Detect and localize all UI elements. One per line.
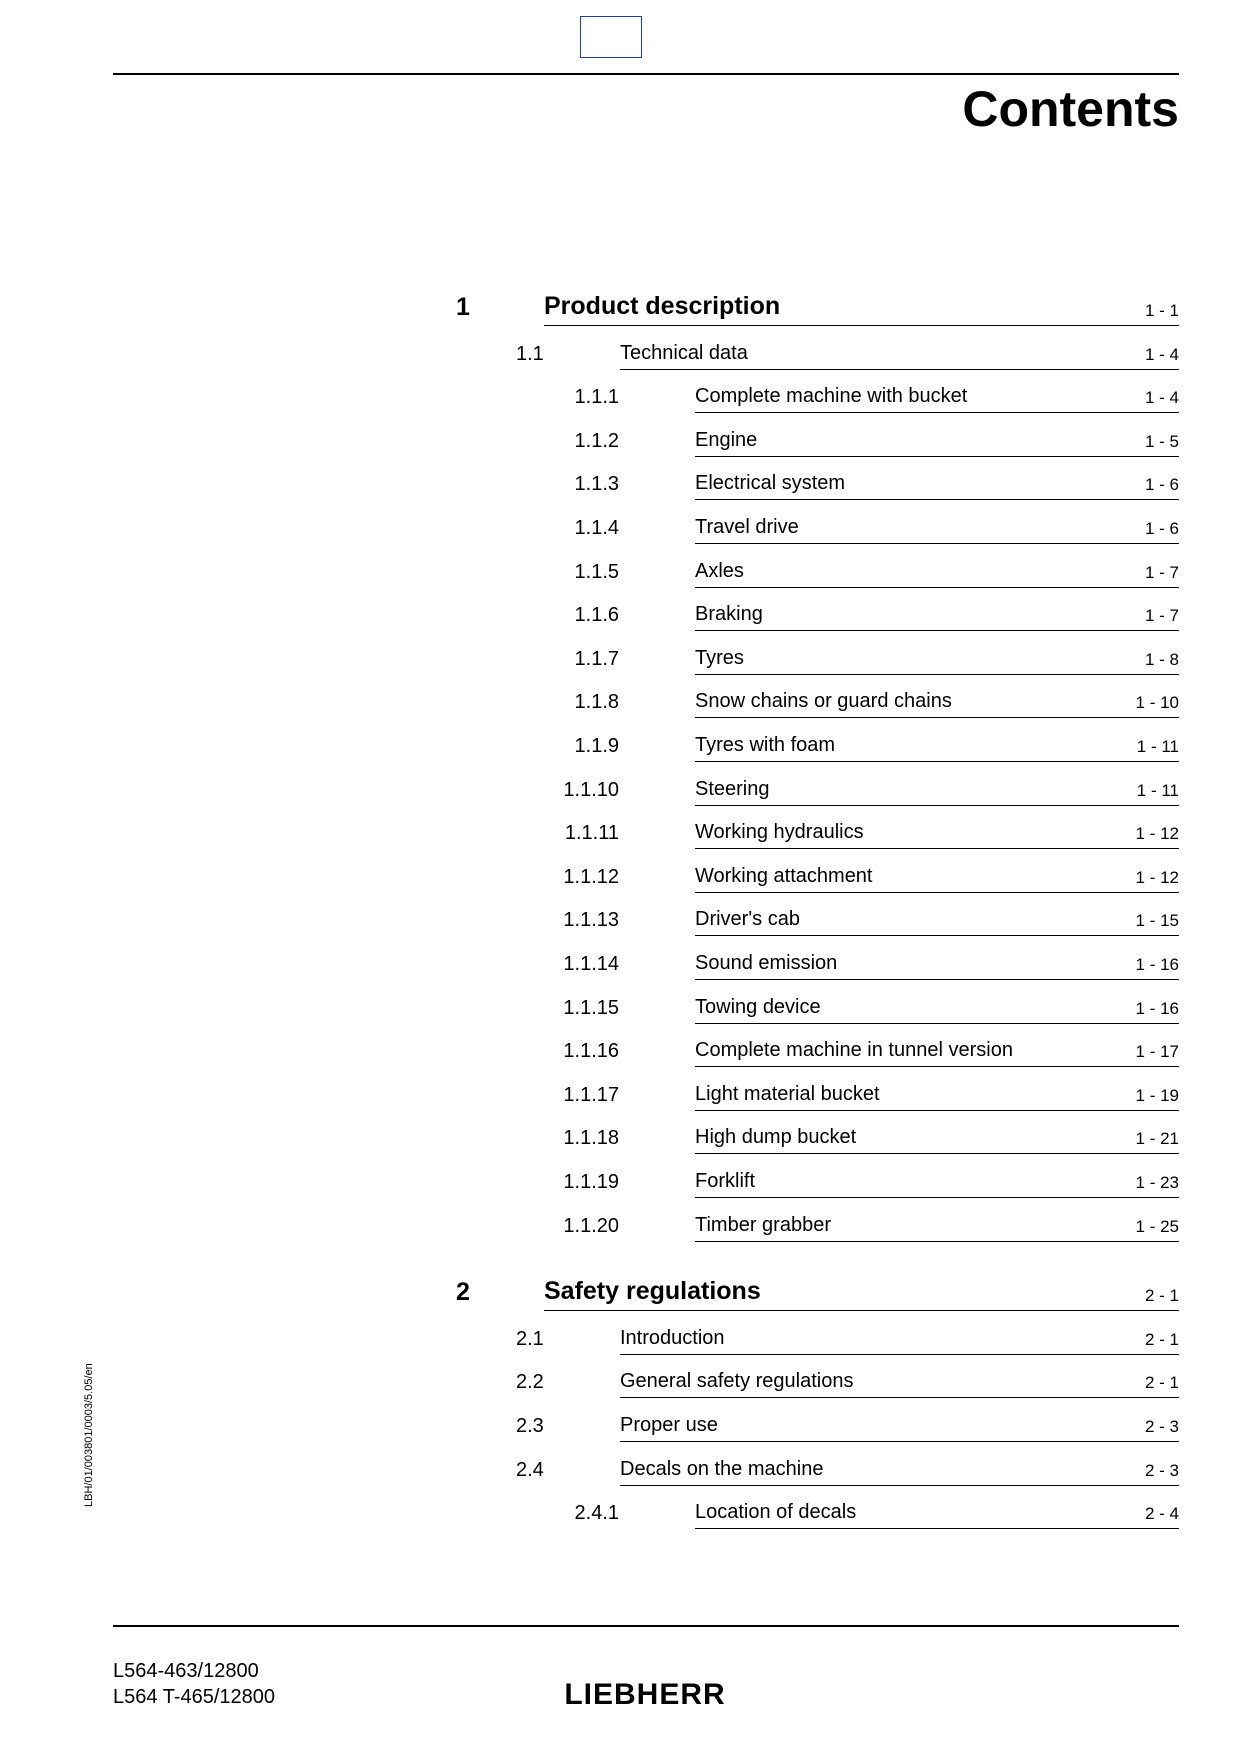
toc-entry-leader — [695, 377, 1179, 413]
toc-entry-page: 1 - 6 — [1144, 519, 1179, 538]
toc-entry-leader — [695, 988, 1179, 1024]
toc-entry[interactable] — [0, 1275, 1240, 1311]
toc-entry[interactable] — [0, 595, 1240, 631]
toc-entry-title: Tyres — [695, 646, 744, 669]
toc-entry-page: 1 - 8 — [1144, 649, 1179, 669]
toc-entry[interactable] — [0, 290, 1240, 326]
toc-entry-page: 1 - 25 — [1135, 1216, 1179, 1236]
toc-entry[interactable] — [0, 988, 1240, 1024]
toc-entry[interactable] — [0, 900, 1240, 936]
toc-entry-title: Technical data — [620, 341, 748, 364]
toc-entry[interactable] — [0, 726, 1240, 762]
logo-text: LIEBHERR — [564, 1678, 726, 1708]
toc-entry-title: Proper use — [620, 1414, 718, 1436]
toc-entry-title: Electrical system — [695, 472, 846, 495]
toc-entry-title: Engine — [695, 428, 758, 451]
toc-entry-title: Driver's cab — [695, 908, 800, 931]
toc-entry-leader — [695, 1118, 1179, 1154]
toc-entry-page: 1 - 15 — [1135, 911, 1179, 931]
toc-entry-leader — [695, 1075, 1179, 1111]
toc-entry-title: Product description — [544, 292, 781, 320]
toc-entry[interactable] — [0, 1206, 1240, 1242]
toc-entry-page: 1 - 19 — [1135, 1085, 1179, 1105]
toc-entry-page: 1 - 11 — [1136, 737, 1179, 756]
toc-entry-leader — [695, 1031, 1179, 1067]
toc-entry-number: 2 — [456, 1278, 470, 1307]
toc-entry-number: 2.4 — [516, 1458, 544, 1481]
footer-model-code: L564-463/12800 — [113, 1660, 259, 1682]
toc-entry-leader — [695, 508, 1179, 544]
toc-entry-leader — [695, 1493, 1179, 1529]
toc-entry-number: 1.1.3 — [574, 473, 619, 496]
toc-entry[interactable] — [0, 508, 1240, 544]
toc-entry-number: 1.1.15 — [563, 996, 619, 1019]
toc-entry-leader — [695, 682, 1179, 718]
toc-entry-page: 1 - 12 — [1135, 867, 1179, 887]
toc-entry-page: 2 - 1 — [1144, 1373, 1179, 1393]
toc-entry[interactable] — [0, 1075, 1240, 1111]
toc-entry-number: 1.1.18 — [563, 1127, 619, 1150]
toc-entry[interactable] — [0, 1450, 1240, 1486]
toc-entry-page: 1 - 1 — [1144, 301, 1179, 320]
toc-entry-title: Tyres with foam — [695, 734, 836, 756]
toc-entry-leader — [695, 639, 1179, 675]
footer-model-codes — [113, 1658, 275, 1710]
footer-model-code: L564 T-465/12800 — [113, 1686, 276, 1708]
toc-entry-leader — [695, 770, 1179, 806]
toc-entry-page: 2 - 1 — [1144, 1329, 1179, 1349]
toc-entry-number: 1.1.20 — [563, 1214, 619, 1237]
toc-entry-page: 1 - 10 — [1135, 693, 1179, 713]
toc-entry[interactable] — [0, 1319, 1240, 1355]
toc-entry-leader — [695, 421, 1179, 457]
toc-entry-title: Working hydraulics — [695, 821, 864, 844]
toc-entry-title: Decals on the machine — [620, 1457, 824, 1480]
toc-entry-number: 1.1.1 — [574, 386, 619, 409]
toc-entry-number: 2.4.1 — [574, 1502, 619, 1525]
toc-entry-number: 1.1.7 — [574, 647, 619, 670]
toc-entry-number: 1.1.8 — [574, 691, 619, 714]
toc-entry-title: Introduction — [620, 1326, 725, 1349]
toc-entry-leader — [620, 1319, 1179, 1355]
toc-entry[interactable] — [0, 857, 1240, 893]
toc-entry-title: Complete machine with bucket — [695, 385, 968, 408]
toc-entry-number: 2.2 — [516, 1371, 544, 1394]
toc-entry-leader — [695, 464, 1179, 500]
toc-entry[interactable] — [0, 944, 1240, 980]
footer-rule — [113, 1625, 1179, 1627]
toc-entry-title: Snow chains or guard chains — [695, 690, 952, 713]
toc-entry-page: 1 - 11 — [1136, 780, 1179, 800]
toc-entry-page: 1 - 7 — [1144, 562, 1179, 582]
toc-entry-title: Safety regulations — [544, 1277, 761, 1306]
toc-entry-title: Complete machine in tunnel version — [695, 1039, 1013, 1062]
toc-entry-title: Axles — [695, 559, 744, 582]
toc-entry-title: Steering — [695, 777, 770, 800]
toc-entry-page: 1 - 12 — [1135, 824, 1179, 844]
toc-entry-leader — [695, 595, 1179, 631]
toc-entry[interactable] — [0, 377, 1240, 413]
toc-entry[interactable] — [0, 639, 1240, 675]
toc-entry[interactable] — [0, 552, 1240, 588]
toc-entry-number: 1.1.12 — [563, 865, 619, 888]
toc-entry-page: 1 - 4 — [1144, 388, 1179, 408]
toc-entry-leader — [695, 552, 1179, 588]
toc-entry-leader — [695, 1206, 1179, 1242]
toc-entry[interactable] — [0, 421, 1240, 457]
toc-entry-page: 1 - 6 — [1144, 475, 1179, 495]
toc-entry-number: 1.1.10 — [563, 778, 619, 801]
toc-entry-leader — [695, 857, 1179, 893]
toc-entry-title: Forklift — [695, 1170, 755, 1192]
toc-entry-leader — [620, 334, 1179, 370]
toc-entry-number: 2.1 — [516, 1327, 544, 1350]
toc-entry-number: 1.1.9 — [574, 735, 619, 757]
toc-entry-page: 2 - 1 — [1144, 1286, 1179, 1306]
toc-entry-number: 1 — [456, 293, 470, 321]
toc-entry-number: 1.1.14 — [563, 953, 619, 975]
toc-entry-page: 2 - 3 — [1144, 1460, 1179, 1480]
toc-entry-title: Timber grabber — [695, 1213, 831, 1236]
toc-entry[interactable] — [0, 334, 1240, 370]
toc-entry-page: 1 - 16 — [1135, 955, 1179, 974]
toc-entry-leader — [695, 1162, 1179, 1198]
toc-entry-title: Towing device — [695, 995, 821, 1018]
toc-entry-page: 2 - 3 — [1144, 1417, 1179, 1436]
toc-entry-leader — [544, 1275, 1179, 1311]
toc-entry-page: 2 - 4 — [1144, 1504, 1179, 1524]
toc-entry-title: Braking — [695, 603, 763, 626]
toc-entry[interactable] — [0, 770, 1240, 806]
toc-entry-number: 1.1.5 — [574, 560, 619, 583]
toc-entry-number: 1.1.2 — [574, 429, 619, 452]
toc-entry-number: 1.1.19 — [563, 1171, 619, 1193]
toc-entry-page: 1 - 7 — [1144, 606, 1179, 626]
toc-entry-leader — [695, 900, 1179, 936]
toc-entry-title: Sound emission — [695, 952, 838, 974]
page-marker-box — [580, 16, 642, 58]
toc-entry-page: 1 - 4 — [1144, 344, 1179, 364]
toc-entry-leader — [620, 1362, 1179, 1398]
header-rule — [113, 73, 1179, 75]
toc-entry-number: 1.1.17 — [563, 1083, 619, 1106]
toc-entry[interactable] — [0, 1406, 1240, 1442]
toc-entry-leader — [695, 726, 1179, 762]
toc-entry-page: 1 - 23 — [1135, 1173, 1179, 1192]
toc-entry-page: 1 - 16 — [1135, 998, 1179, 1018]
toc-entry[interactable] — [0, 1162, 1240, 1198]
document-code: LBH/01/003801/0003/5.05/en — [83, 1363, 95, 1507]
toc-entry[interactable] — [0, 1493, 1240, 1529]
toc-entry-page: 1 - 21 — [1135, 1129, 1179, 1149]
toc-entry[interactable] — [0, 1118, 1240, 1154]
toc-entry[interactable] — [0, 464, 1240, 500]
toc-entry-title: General safety regulations — [620, 1370, 854, 1393]
toc-entry-leader — [695, 813, 1179, 849]
toc-entry-number: 1.1.13 — [563, 909, 619, 932]
toc-entry[interactable] — [0, 1362, 1240, 1398]
toc-entry-page: 1 - 5 — [1144, 431, 1179, 451]
toc-entry[interactable] — [0, 1031, 1240, 1067]
toc-entry-number: 1.1.6 — [574, 604, 619, 627]
toc-entry-page: 1 - 17 — [1135, 1042, 1179, 1062]
toc-entry-title: Location of decals — [695, 1501, 857, 1524]
toc-entry-title: Travel drive — [695, 516, 799, 538]
toc-entry-number: 1.1.16 — [563, 1040, 619, 1063]
liebherr-logo — [548, 1678, 743, 1708]
toc-entry-leader — [620, 1450, 1179, 1486]
toc-entry-leader — [544, 290, 1179, 326]
toc-entry-leader — [695, 944, 1179, 980]
toc-entry-title: High dump bucket — [695, 1126, 857, 1149]
toc-entry-number: 2.3 — [516, 1415, 544, 1437]
toc-entry[interactable] — [0, 813, 1240, 849]
toc-entry[interactable] — [0, 682, 1240, 718]
toc-entry-number: 1.1 — [516, 342, 544, 365]
toc-entry-leader — [620, 1406, 1179, 1442]
toc-entry-title: Working attachment — [695, 864, 873, 887]
toc-entry-number: 1.1.11 — [564, 822, 619, 845]
page-title: Contents — [962, 81, 1179, 137]
toc-entry-number: 1.1.4 — [574, 517, 619, 539]
toc-entry-title: Light material bucket — [695, 1082, 880, 1105]
